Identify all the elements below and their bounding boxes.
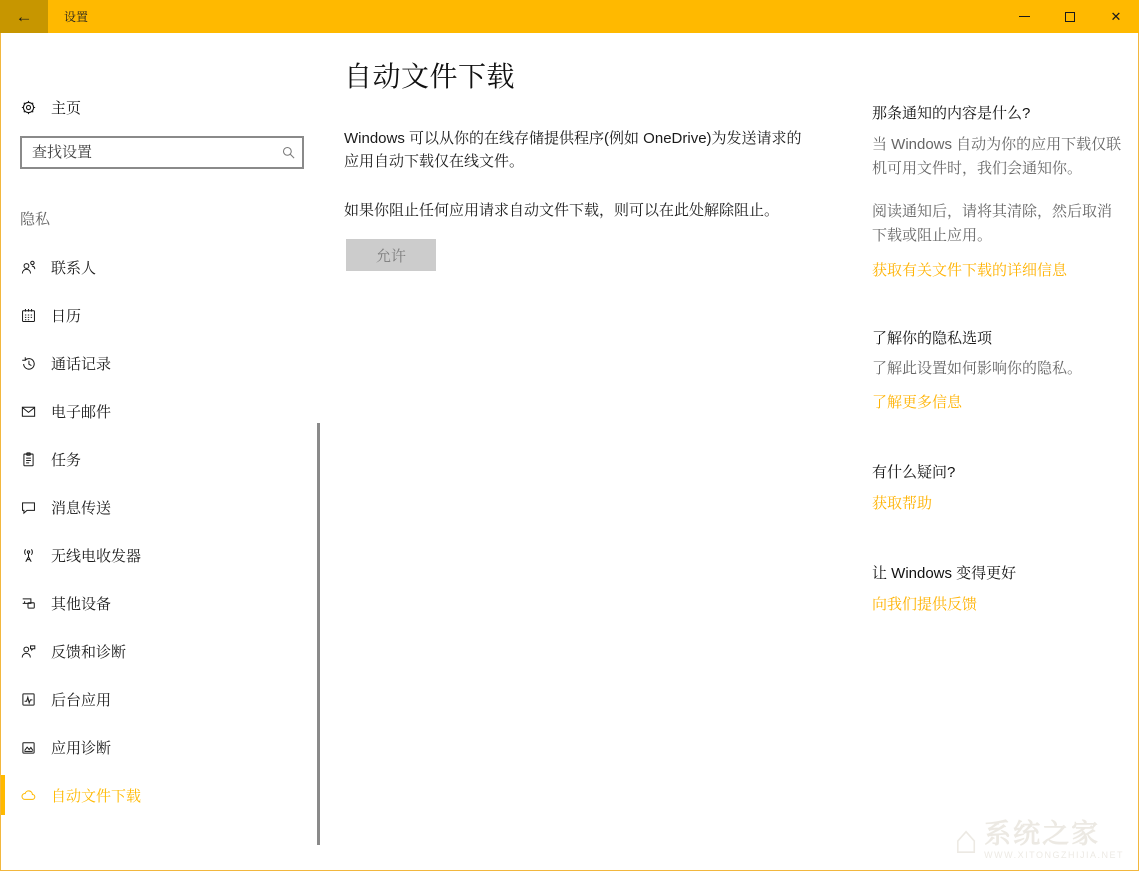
settings-search-box (20, 136, 304, 169)
minimize-button[interactable] (1001, 0, 1047, 33)
page-description-2: 如果你阻止任何应用请求自动文件下载，则可以在此处解除阻止。 (344, 202, 780, 219)
sidebar-item-contacts[interactable]: 联系人 (1, 247, 315, 287)
sidebar-item-call-history[interactable]: 通话记录 (1, 343, 315, 383)
radios-icon (20, 547, 38, 564)
sidebar-item-email[interactable]: 电子邮件 (1, 391, 315, 431)
search-icon (274, 145, 302, 160)
minimize-icon (1019, 16, 1030, 17)
window-controls (1001, 0, 1139, 33)
help-text-notification-2: 阅读通知后，请将其清除，然后取消下载或阻止应用。 (872, 203, 1113, 244)
help-heading-make-windows-better: 让 Windows 变得更好 (872, 565, 1017, 582)
maximize-icon (1065, 12, 1075, 22)
sidebar-section-privacy: 隐私 (20, 211, 51, 228)
other-devices-icon (20, 595, 38, 612)
window-title: 设置 (64, 10, 89, 24)
sidebar-item-background-apps[interactable]: 后台应用 (1, 679, 315, 719)
app-diagnostics-icon (20, 739, 38, 756)
help-heading-privacy-options: 了解你的隐私选项 (872, 330, 993, 347)
help-heading-notification: 那条通知的内容是什么? (872, 105, 1031, 122)
background-apps-icon (20, 691, 38, 708)
maximize-button[interactable] (1047, 0, 1093, 33)
cloud-icon (20, 787, 38, 804)
link-learn-more[interactable]: 了解更多信息 (872, 394, 963, 411)
help-heading-questions: 有什么疑问? (872, 464, 956, 481)
watermark-url: WWW.XITONGZHIJIA.NET (984, 850, 1124, 860)
page-title: 自动文件下载 (344, 61, 516, 92)
sidebar-item-feedback-diagnostics[interactable]: 反馈和诊断 (1, 631, 315, 671)
allow-button[interactable]: 允许 (346, 239, 436, 271)
tasks-icon (20, 451, 38, 468)
gear-icon (20, 99, 38, 116)
sidebar-item-home[interactable] (1, 89, 301, 125)
sidebar-home-label: 主页 (51, 99, 82, 117)
link-get-help[interactable]: 获取帮助 (872, 495, 933, 512)
back-arrow-icon: ← (15, 6, 33, 26)
help-text-privacy: 了解此设置如何影响你的隐私。 (872, 360, 1083, 377)
page-description-1: Windows 可以从你的在线存储提供程序(例如 OneDrive)为发送请求的应用自动下载仅在线文件。 (344, 130, 802, 170)
link-give-feedback[interactable]: 向我们提供反馈 (872, 596, 978, 613)
sidebar-item-radios[interactable]: 无线电收发器 (1, 535, 315, 575)
contacts-icon (20, 259, 38, 276)
watermark-brand: 系统之家 (984, 818, 1101, 849)
sidebar-item-automatic-file-downloads[interactable]: 自动文件下载 (1, 775, 315, 815)
feedback-diagnostics-icon (20, 643, 38, 660)
help-panel (872, 104, 1124, 614)
sidebar-scrollbar[interactable] (317, 423, 320, 845)
sidebar-nav (1, 247, 315, 823)
sidebar-item-other-devices[interactable]: 其他设备 (1, 583, 315, 623)
link-file-download-details[interactable]: 获取有关文件下载的详细信息 (872, 262, 1068, 279)
close-icon: ✕ (1110, 9, 1122, 24)
sidebar (1, 33, 321, 870)
sidebar-item-calendar[interactable]: 日历 (1, 295, 315, 335)
call-history-icon (20, 355, 38, 372)
sidebar-item-tasks[interactable]: 任务 (1, 439, 315, 479)
sidebar-item-app-diagnostics[interactable]: 应用诊断 (1, 727, 315, 767)
messaging-icon (20, 499, 38, 516)
help-text-notification-1: 当 Windows 自动为你的应用下载仅联机可用文件时，我们会通知你。 (872, 136, 1122, 177)
search-input[interactable] (22, 144, 274, 161)
main-content (344, 0, 874, 271)
close-button[interactable] (1093, 0, 1139, 33)
calendar-icon (20, 307, 38, 324)
watermark (954, 817, 1124, 862)
watermark-house-icon: ⌂ (954, 817, 979, 862)
back-button[interactable] (0, 0, 48, 33)
email-icon (20, 403, 38, 420)
sidebar-item-messaging[interactable]: 消息传送 (1, 487, 315, 527)
